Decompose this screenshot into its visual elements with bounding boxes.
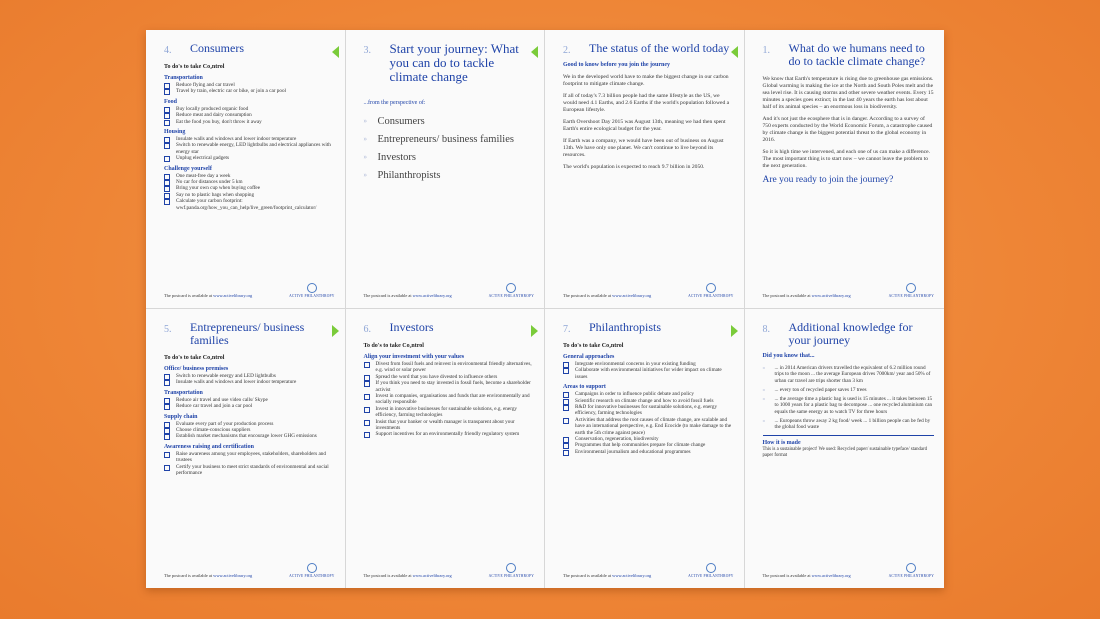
checklist-item: Choose climate-conscious suppliers [164,427,335,433]
paragraph: So it is high time we intervened, and each one of us can make a difference. The most important thing is to start now – we cannot leave the problem to the next generation. [762,149,930,169]
section-heading: Challenge yourself [164,165,212,172]
panel-number: 1. [762,45,770,56]
checklist-item: Switch to renewable energy, LED lightbulbs and electrical appliances with energy star [164,142,335,155]
todo-heading: To do's to take Co₂ntrol [363,343,424,349]
section-heading: Housing [164,129,186,136]
panel-consumers [146,30,346,309]
arrow-right-icon [731,325,738,337]
panel-philanthropists [545,309,745,588]
tree-icon [906,563,916,573]
section-list [364,354,535,438]
panel-header [164,321,335,347]
checklist-item: Invest in innovative businesses for sustainable solutions, e.g. energy efficiency, farming technologies [364,406,535,419]
section-heading: Food [164,98,178,105]
section-list [164,366,335,476]
fact-item: » ... every ton of recycled paper saves 17 trees [763,387,935,393]
checklist-item: Insulate walls and windows and lower indoor temperature [164,379,335,385]
checklist-item: One meat-free day a week [164,173,335,179]
section-heading: Office/ business premises [164,366,229,372]
logo: ACTIVE PHILANTHROPY [289,563,334,578]
postcard-note: The postcard is available at www.activelibrary.org [762,293,851,298]
panel-header [364,42,535,84]
checklist-item: Activities that address the root causes of climate change, are scalable and have an international perspective, e.g. End Ecocide (to make damage to the earth the 5th crime against peace) [563,417,734,436]
logo: ACTIVE PHILANTHROPY [889,563,934,578]
section-heading: Supply chain [164,413,198,420]
arrow-left-icon [531,46,538,58]
checklist-item: Reduce meat and dairy consumption [164,112,335,118]
checklist-item: Certify your business to meet strict standards of environmental and social performance [164,464,335,477]
tree-icon [706,563,716,573]
paragraph: If all of today's 7.3 billion people had the same lifestyle as the US, we would need 4.1 Earths, and 2.6 Earths if the world's population followed a European lifestyle. [563,93,730,113]
panel-header [763,42,935,68]
arrow-left-icon [731,46,738,58]
checklist-item: Invest in companies, organisations and funds that are environmentally and socially responsible [364,393,535,406]
postcard-link[interactable]: www.activelibrary.org [612,573,652,578]
panel-header [563,42,734,56]
panel-start-journey [346,30,546,309]
folded-brochure-sheet [146,30,944,588]
panel-number: 4. [164,45,172,56]
postcard-note: The postcard is available at www.activelibrary.org [762,573,851,578]
panel-header [164,42,335,56]
checklist-item: Reduce flying and car travel [164,82,335,88]
logo: ACTIVE PHILANTHROPY [688,563,733,578]
checklist-item: Say no to plastic bags when shopping [164,192,335,198]
panel-title: Philanthropists [589,320,662,334]
tree-icon [706,283,716,293]
checklist-item: No car for distances under 5 km [164,179,335,185]
panel-investors [346,309,546,588]
checklist-item: Eat the food you buy, don't throw it away [164,119,335,125]
panel-footer [563,563,734,578]
logo: ACTIVE PHILANTHROPY [889,283,934,298]
panel-title: Entrepreneurs/ business families [190,320,305,347]
logo: ACTIVE PHILANTHROPY [489,283,534,298]
panel-number: 6. [363,324,371,335]
lead-text: Did you know that... [762,353,815,359]
list-item: » Philanthropists [364,170,535,181]
lead-text: Good to know before you join the journey [563,62,671,68]
section-list [563,354,734,455]
checklist-item: Environmental journalism and educational programmes [563,449,734,455]
panel-additional-knowledge [745,309,945,588]
tree-icon [307,283,317,293]
tree-icon [506,283,516,293]
postcard-link[interactable]: www.activelibrary.org [811,293,851,298]
paragraph: We know that Earth's temperature is rising due to greenhouse gas emissions. Global warming is making the ice at the North and South Poles melt and the sea level rise. It is causing storms and other severe weather events. Every 15 minutes a species goes extinct; in the last 40 years the earth has lost about half of its animal species – an enormous loss in biodiversity. [762,76,934,110]
panel-footer [563,283,734,298]
checklist-item: If you think you need to stay invested in fossil fuels, become a shareholder activist [364,380,535,393]
panel-footer [164,283,335,298]
fact-item: » ... Europeans throw away 2 kg food/ week ... 1 billion people can be fed by the global food waste [763,418,935,431]
panel-entrepreneurs [146,309,346,588]
checklist-item: Raise awareness among your employees, stakeholders, shareholders and trustees [164,451,335,464]
section-heading: General approaches [563,354,615,360]
panel-number: 2. [563,45,571,56]
section-heading: Transportation [164,389,203,396]
panel-title: Consumers [190,41,244,55]
postcard-note: The postcard is available at www.activelibrary.org [164,293,253,298]
section-list [164,75,335,211]
checklist-item: Collaborate with environmental initiatives for wider impact on climate issues [563,367,734,380]
paragraph: The world's population is expected to reach 9.7 billion in 2050. [563,164,705,170]
tree-icon [506,563,516,573]
checklist-item: Evaluate every part of your production process [164,421,335,427]
postcard-link[interactable]: www.activelibrary.org [412,573,452,578]
paragraph: We in the developed world have to make the biggest change in our carbon footprint to mitigate climate change. [563,74,729,87]
list-item: » Entrepreneurs/ business families [364,134,535,145]
tree-icon [307,563,317,573]
panel-title: Start your journey: What you can do to tackle climate change [389,41,519,84]
checklist-item: Reduce car travel and join a car pool [164,403,335,409]
postcard-note: The postcard is available at www.activelibrary.org [363,293,452,298]
postcard-note: The postcard is available at www.activelibrary.org [164,573,253,578]
panel-title: What do we humans need to do to tackle climate change? [788,41,926,68]
postcard-note: The postcard is available at www.activelibrary.org [363,573,452,578]
todo-heading: To do's to take Co₂ntrol [164,355,225,361]
paragraph: And it's not just the ecosphere that is in danger. According to a survey of 750 experts conducted by the World Economic Forum, a catastrophe caused by climate change is the biggest potential threat to the global economy in 2016. [762,116,933,143]
arrow-right-icon [332,325,339,337]
checklist-item: Switch to renewable energy and LED lightbulbs [164,373,335,379]
tree-icon [906,283,916,293]
section-heading: Awareness raising and certification [164,443,254,450]
panel-header [563,321,734,335]
checklist-item: Integrate environmental concerns in your existing funding [563,361,734,367]
panel-title: The status of the world today [589,41,730,55]
journey-question: Are you ready to join the journey? [762,175,894,185]
checklist-item: Scientific research on climate change and how to avoid fossil fuels [563,398,734,404]
panel-number: 8. [762,324,770,335]
checklist-item: Bring your own cup when buying coffee [164,185,335,191]
checklist-item: Campaigns in order to influence public debate and policy [563,391,734,397]
checklist-item: Travel by train, electric car or bike, or join a car pool [164,88,335,94]
checklist-item: Establish market mechanisms that encourage lower GHG emissions [164,433,335,439]
perspective-text: ...from the perspective of: [363,100,426,106]
fact-item: » ... the average time a plastic bag is used is 15 minutes ... it takes between 15 to 1000 years for a plastic bag to decompose ... one recycled aluminium can equals the same energy as to watch TV for three hours [763,396,935,415]
checklist-item: Reduce air travel and use video calls/ Skype [164,397,335,403]
panel-status-world [545,30,745,309]
checklist-item: Divest from fossil fuels and reinvest in environmental friendly alternatives, e.g. wind or solar power [364,361,535,374]
list-item: » Consumers [364,116,535,127]
postcard-note: The postcard is available at www.activelibrary.org [563,293,652,298]
panel-title: Additional knowledge for your journey [788,320,913,347]
section-heading: Transportation [164,75,203,81]
section-heading: Align your investment with your values [363,354,465,360]
checklist-item: Unplug electrical gadgets [164,155,335,161]
checklist-item: Programmes that help communities prepare for climate change [563,442,734,448]
panel-header [763,321,935,347]
logo: ACTIVE PHILANTHROPY [688,283,733,298]
checklist-item: Buy locally produced organic food [164,106,335,112]
checklist-item: Insulate walls and windows and lower indoor temperature [164,136,335,142]
panel-title: Investors [389,320,434,334]
postcard-link[interactable]: www.activelibrary.org [213,573,253,578]
fact-item: » ... in 2014 American drivers travelled the equivalent of 6.2 million round trips to the moon ... the average European drives 7000km/ year and 50% of urban car travel are trips shorter than 3 km [763,365,935,384]
checklist-item: Spread the word that you have divested to influence others [364,374,535,380]
checklist-item: Support incentives for an environmentally friendly regulatory system [364,431,535,437]
postcard-link[interactable]: www.activelibrary.org [811,573,851,578]
logo: ACTIVE PHILANTHROPY [489,563,534,578]
todo-heading: To do's to take Co₂ntrol [563,343,624,349]
checklist-item: Conservation, regeneration, biodiversity [563,436,734,442]
arrow-right-icon [531,325,538,337]
list-item: » Investors [364,152,535,163]
postcard-link[interactable]: www.activelibrary.org [412,293,452,298]
how-text: This is a sustainable project! We used: Recycled paper/ sustainable typeface/ standard paper format [762,446,928,458]
panel-footer [763,283,935,298]
panel-header [364,321,535,335]
postcard-note: The postcard is available at www.activelibrary.org [563,573,652,578]
checklist-item: R&D for innovative businesses for sustainable solutions, e.g. energy efficiency, farming technologies [563,404,734,417]
panel-footer [364,283,535,298]
paragraph: If Earth was a company, we would have been out of business on August 13th. We have only one planet. We can't continue to live beyond its resources. [563,138,724,158]
paragraph: Earth Overshoot Day 2015 was August 13th, meaning we had then spent Earth's entire ecological budget for the year. [563,119,726,132]
divider [763,435,935,436]
panel-number: 5. [164,324,172,335]
checklist-item: Calculate your carbon footprint: wwf.panda.org/how_you_can_help/live_green/footprint_calculator/ [164,198,335,211]
how-heading: How it is made [762,439,801,446]
postcard-link[interactable]: www.activelibrary.org [612,293,652,298]
section-heading: Areas to support [563,384,606,391]
panel-number: 3. [363,45,371,56]
checklist-item: Insist that your banker or wealth manager is transparent about your investments [364,419,535,432]
panel-what-humans-do [745,30,945,309]
todo-heading: To do's to take Co₂ntrol [164,64,225,70]
logo: ACTIVE PHILANTHROPY [289,283,334,298]
postcard-link[interactable]: www.activelibrary.org [213,293,253,298]
panel-footer [364,563,535,578]
panel-footer [164,563,335,578]
arrow-left-icon [332,46,339,58]
panel-footer [763,563,935,578]
panel-number: 7. [563,324,571,335]
